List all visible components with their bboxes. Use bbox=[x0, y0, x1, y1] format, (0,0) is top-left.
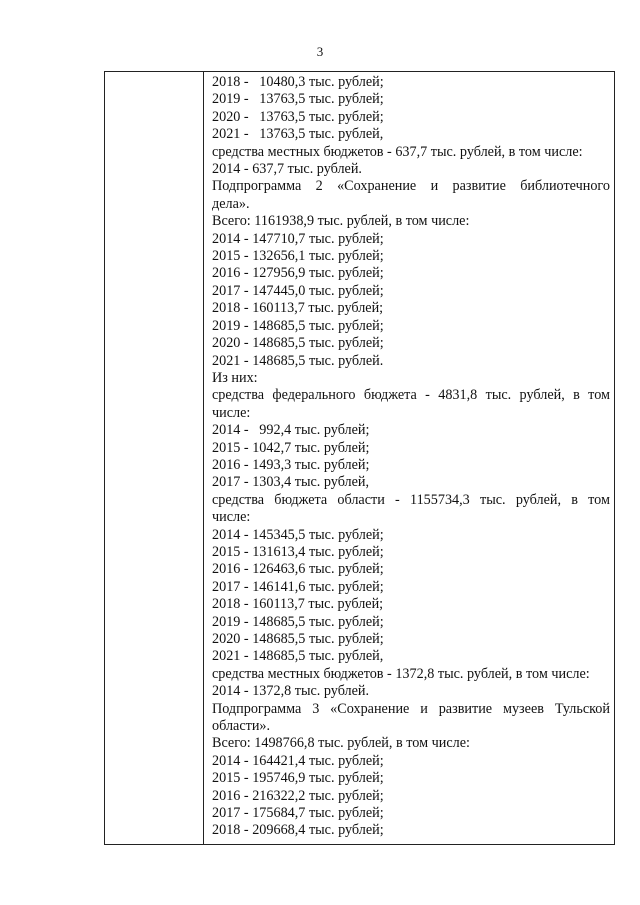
text-line: 2019 - 148685,5 тыс. рублей; bbox=[212, 317, 384, 334]
text-line: дела». bbox=[212, 195, 250, 212]
funding-text-cell bbox=[212, 74, 610, 840]
text-line: числе: bbox=[212, 404, 251, 421]
text-line: 2019 - 148685,5 тыс. рублей; bbox=[212, 613, 384, 630]
text-line: 2019 - 13763,5 тыс. рублей; bbox=[212, 91, 384, 108]
text-line: 2017 - 175684,7 тыс. рублей; bbox=[212, 805, 384, 822]
text-line: Всего: 1498766,8 тыс. рублей, в том числе: bbox=[212, 735, 470, 752]
text-line: 2015 - 1042,7 тыс. рублей; bbox=[212, 439, 370, 456]
text-line: средства бюджета области - 1155734,3 тыс. рублей, в том bbox=[212, 491, 610, 508]
text-line: 2021 - 148685,5 тыс. рублей. bbox=[212, 352, 384, 369]
table-column-divider bbox=[203, 71, 204, 845]
text-line: числе: bbox=[212, 509, 251, 526]
text-line: средства местных бюджетов - 637,7 тыс. рублей, в том числе: bbox=[212, 143, 583, 160]
text-line: 2015 - 131613,4 тыс. рублей; bbox=[212, 543, 384, 560]
text-line: 2016 - 216322,2 тыс. рублей; bbox=[212, 787, 384, 804]
text-line: 2020 - 13763,5 тыс. рублей; bbox=[212, 108, 384, 125]
text-line: 2017 - 1303,4 тыс. рублей, bbox=[212, 474, 370, 491]
text-line: 2014 - 1372,8 тыс. рублей. bbox=[212, 683, 370, 700]
page-number: 3 bbox=[316, 44, 324, 59]
text-line: 2021 - 13763,5 тыс. рублей, bbox=[212, 126, 384, 143]
text-line: 2020 - 148685,5 тыс. рублей; bbox=[212, 631, 384, 647]
text-line: 2018 - 160113,7 тыс. рублей; bbox=[212, 300, 384, 317]
text-line: 2014 - 992,4 тыс. рублей; bbox=[212, 422, 370, 439]
text-line: Всего: 1161938,9 тыс. рублей, в том числе: bbox=[212, 213, 470, 230]
text-line: 2018 - 160113,7 тыс. рублей; bbox=[212, 596, 384, 613]
text-line: 2018 - 209668,4 тыс. рублей; bbox=[212, 822, 384, 839]
text-line: 2014 - 164421,4 тыс. рублей; bbox=[212, 752, 384, 769]
text-line: Из них: bbox=[212, 369, 258, 386]
text-line: 2014 - 145345,5 тыс. рублей; bbox=[212, 526, 384, 543]
text-line: Подпрограмма 3 «Сохранение и развитие музеев Тульской bbox=[212, 700, 610, 717]
text-line: 2015 - 195746,9 тыс. рублей; bbox=[212, 770, 384, 787]
text-line: 2015 - 132656,1 тыс. рублей; bbox=[212, 248, 384, 265]
text-line: 2021 - 148685,5 тыс. рублей, bbox=[212, 648, 384, 665]
text-line: 2016 - 127956,9 тыс. рублей; bbox=[212, 265, 384, 282]
text-line: 2014 - 147710,7 тыс. рублей; bbox=[212, 230, 384, 247]
text-line: 2017 - 146141,6 тыс. рублей; bbox=[212, 578, 384, 595]
text-line: 2018 - 10480,3 тыс. рублей; bbox=[212, 74, 384, 90]
text-line: области». bbox=[212, 718, 271, 735]
text-line: 2020 - 148685,5 тыс. рублей; bbox=[212, 335, 384, 352]
text-line: 2016 - 126463,6 тыс. рублей; bbox=[212, 561, 384, 578]
text-line: 2014 - 637,7 тыс. рублей. bbox=[212, 161, 362, 178]
text-line: 2017 - 147445,0 тыс. рублей; bbox=[212, 282, 384, 299]
text-line: средства федерального бюджета - 4831,8 тыс. рублей, в том bbox=[212, 387, 610, 404]
text-line: Подпрограмма 2 «Сохранение и развитие библиотечного bbox=[212, 178, 610, 195]
text-line: 2016 - 1493,3 тыс. рублей; bbox=[212, 456, 370, 473]
text-line: средства местных бюджетов - 1372,8 тыс. рублей, в том числе: bbox=[212, 665, 590, 682]
